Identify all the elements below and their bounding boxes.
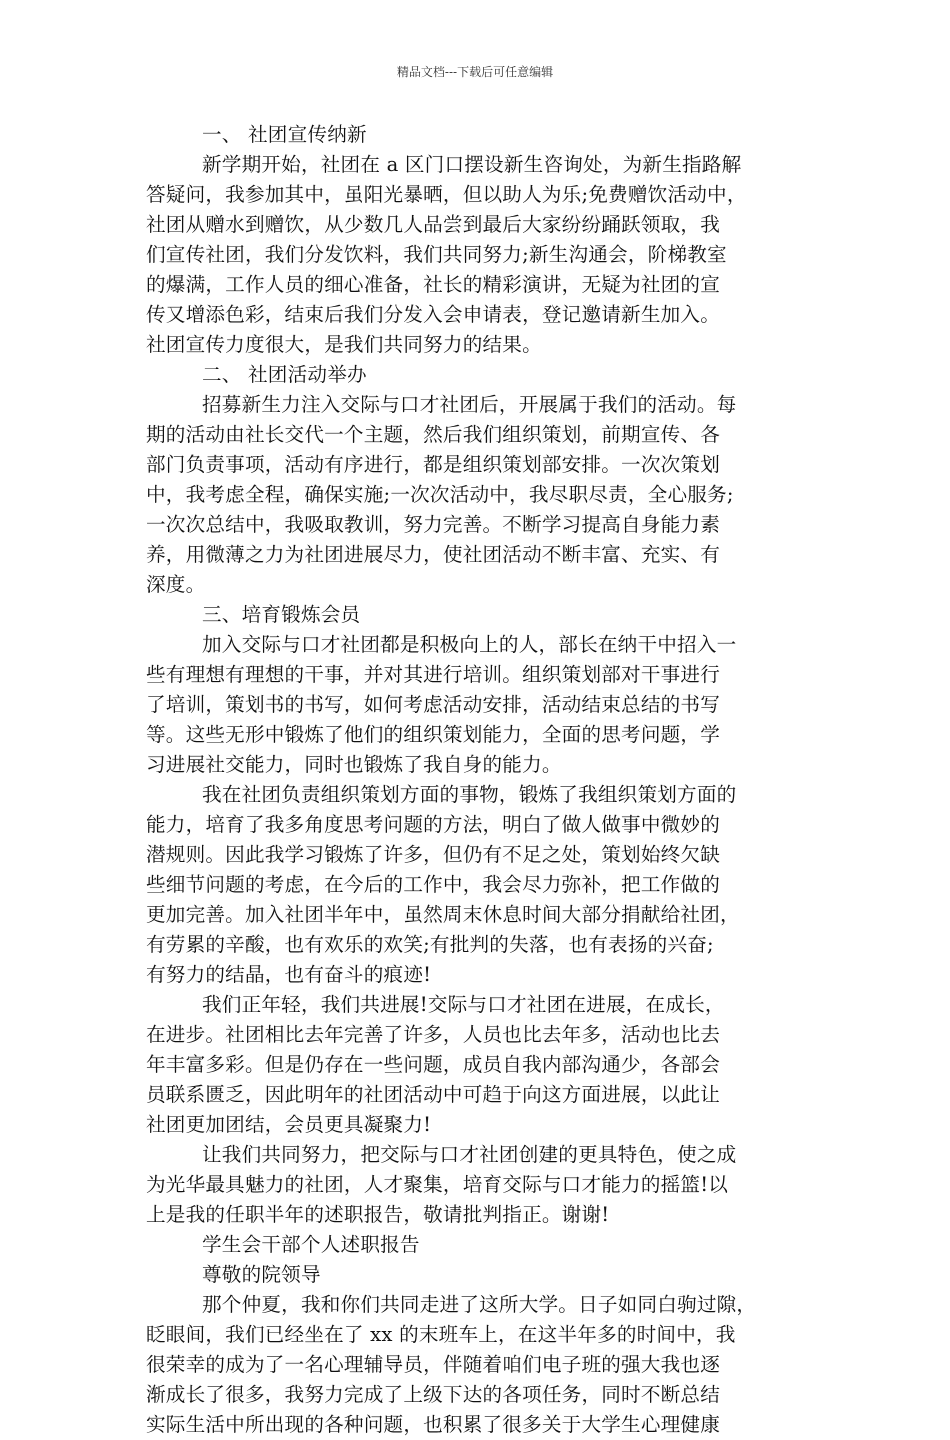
text-line: 潜规则。因此我学习锻炼了许多，但仍有不足之处，策划始终欠缺 (146, 843, 721, 866)
text-line: 让我们共同努力，把交际与口才社团创建的更具特色，使之成 (202, 1143, 737, 1166)
text-line: 很荣幸的成为了一名心理辅导员，伴随着咱们电子班的强大我也逐 (146, 1353, 721, 1376)
text-line: 们宣传社团，我们分发饮料，我们共同努力;新生沟通会，阶梯教室 (146, 243, 727, 266)
text-line: 我们正年轻，我们共进展!交际与口才社团在进展，在成长， (202, 993, 725, 1016)
text-line: 招募新生力注入交际与口才社团后，开展属于我们的活动。每 (202, 393, 737, 416)
text-line: 实际生活中所出现的各种问题，也积累了很多关于大学生心理健康 (146, 1413, 721, 1436)
text-line: 了培训，策划书的书写，如何考虑活动安排，活动结束总结的书写 (146, 693, 721, 716)
text-line: 部门负责事项，活动有序进行，都是组织策划部安排。一次次策划 (146, 453, 721, 476)
text-line: 能力，培育了我多角度思考问题的方法，明白了做人做事中微妙的 (146, 813, 721, 836)
text-line: 有努力的结晶，也有奋斗的痕迹! (146, 963, 432, 986)
text-line: 的爆满，工作人员的细心准备，社长的精彩演讲，无疑为社团的宣 (146, 273, 721, 296)
document-body (146, 120, 810, 1440)
text-line: 渐成长了很多，我努力完成了上级下达的各项任务，同时不断总结 (146, 1383, 721, 1406)
text-line: 习进展社交能力，同时也锻炼了我自身的能力。 (146, 753, 562, 776)
text-line: 一次次总结中，我吸取教训，努力完善。不断学习提高自身能力素 (146, 513, 721, 536)
text-line: 社团宣传力度很大，是我们共同努力的结果。 (146, 333, 542, 356)
text-line: 为光华最具魅力的社团，人才聚集，培育交际与口才能力的摇篮!以 (146, 1173, 729, 1196)
text-line: 新学期开始，社团在 a 区门口摆设新生咨询处，为新生指路解 (202, 153, 742, 176)
text-line: 答疑问，我参加其中，虽阳光暴晒，但以助人为乐;免费赠饮活动中， (146, 183, 747, 206)
text-line: 上是我的任职半年的述职报告，敬请批判指正。谢谢! (146, 1203, 610, 1226)
text-line: 尊敬的院领导 (202, 1263, 321, 1286)
text-line: 在进步。社团相比去年完善了许多，人员也比去年多，活动也比去 (146, 1023, 721, 1046)
text-line: 眨眼间，我们已经坐在了 xx 的末班车上，在这半年多的时间中，我 (146, 1323, 736, 1346)
page-header: 精品文档---下载后可任意编辑 (396, 65, 554, 79)
text-line: 二、 社团活动举办 (202, 363, 367, 386)
text-line: 社团更加团结，会员更具凝聚力! (146, 1113, 432, 1136)
text-line: 些有理想有理想的干事，并对其进行培训。组织策划部对干事进行 (146, 663, 721, 686)
text-line: 中，我考虑全程，确保实施;一次次活动中，我尽职尽责，全心服务; (146, 483, 734, 506)
text-line: 年丰富多彩。但是仍存在一些问题，成员自我内部沟通少，各部会 (146, 1053, 721, 1076)
text-line: 些细节问题的考虑，在今后的工作中，我会尽力弥补，把工作做的 (146, 873, 721, 896)
text-line: 那个仲夏，我和你们共同走进了这所大学。日子如同白驹过隙， (202, 1293, 757, 1316)
text-line: 员联系匮乏，因此明年的社团活动中可趋于向这方面进展，以此让 (146, 1083, 721, 1106)
text-line: 三、培育锻炼会员 (202, 603, 361, 626)
text-line: 养，用微薄之力为社团进展尽力，使社团活动不断丰富、充实、有 (146, 543, 721, 566)
text-line: 一、 社团宣传纳新 (202, 123, 367, 146)
text-line: 期的活动由社长交代一个主题，然后我们组织策划，前期宣传、各 (146, 423, 721, 446)
text-line: 我在社团负责组织策划方面的事物，锻炼了我组织策划方面的 (202, 783, 737, 806)
text-line: 传又增添色彩，结束后我们分发入会申请表，登记邀请新生加入。 (146, 303, 721, 326)
text-line: 更加完善。加入社团半年中，虽然周末休息时间大部分捐献给社团， (146, 903, 740, 926)
text-line: 深度。 (146, 573, 206, 596)
text-line: 等。这些无形中锻炼了他们的组织策划能力，全面的思考问题，学 (146, 723, 721, 746)
text-line: 有劳累的辛酸，也有欢乐的欢笑;有批判的失落，也有表扬的兴奋; (146, 933, 714, 956)
text-line: 加入交际与口才社团都是积极向上的人，部长在纳干中招入一 (202, 633, 737, 656)
text-line: 学生会干部个人述职报告 (202, 1233, 420, 1256)
text-line: 社团从赠水到赠饮，从少数几人品尝到最后大家纷纷踊跃领取，我 (146, 213, 721, 236)
